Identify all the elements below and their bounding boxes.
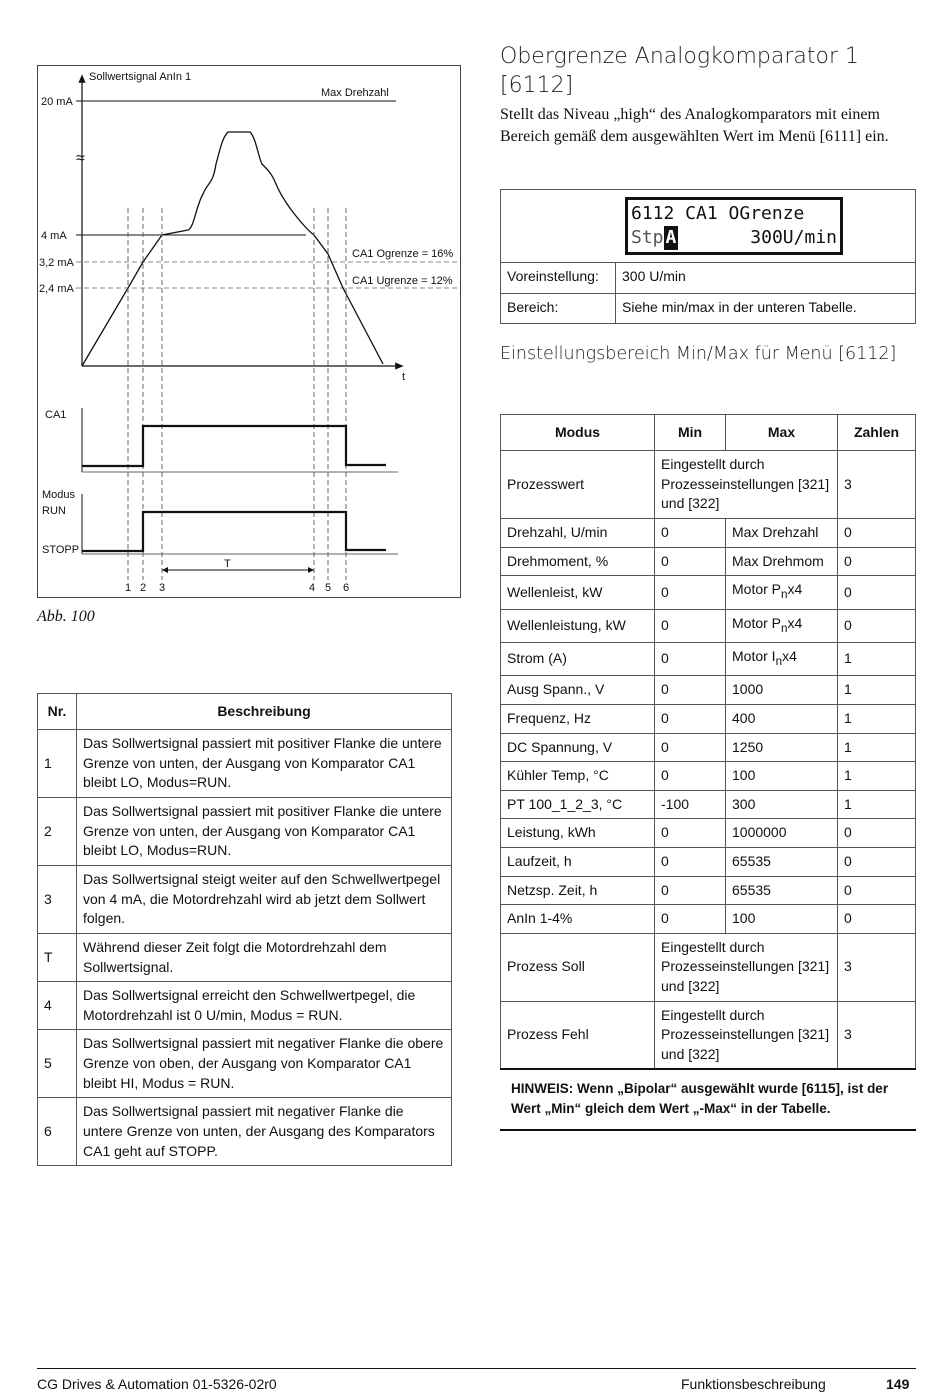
stopp-label: STOPP [42,544,80,556]
table-row [38,1030,452,1098]
table-row [38,866,452,934]
cell-min: 0 [655,609,726,642]
cell-max-suffix: x4 [782,647,797,664]
cell-min: 0 [655,519,726,548]
table-row [501,876,916,905]
parameter-description: Stellt das Niveau „high“ des Analogkomparators mit einem Bereich gemäß dem ausgewählten Wert im Menü [6111] ein. [500,106,889,145]
cell-max: 100 [726,905,838,934]
cell-zahlen: 1 [838,790,916,819]
marker-label-4: 4 [309,582,316,594]
cell-max: 65535 [726,847,838,876]
header-nr: Nr. [38,694,77,730]
cell-merged: Eingestellt durch Prozesseinstellungen [321] und [322] [655,933,838,1001]
cell-modus: AnIn 1-4% [501,905,655,934]
cell-modus: DC Spannung, V [501,733,655,762]
cell-min: 0 [655,547,726,576]
parameter-title: Obergrenze Analogkomparator 1 [6112] [500,44,859,98]
period-label: T [224,558,231,570]
row-text: Das Sollwertsignal passiert mit negativer Flanke die untere Grenze von unten, der Ausgang des Komparators CA1 geht auf STOPP. [77,1098,452,1166]
table-row [38,730,452,798]
default-value: 300 U/min [622,268,686,284]
cell-zahlen: 0 [838,876,916,905]
comparator-figure [37,65,461,598]
y-axis-label: Sollwertsignal AnIn 1 [89,71,192,83]
row-nr: 6 [38,1098,77,1166]
max-label: Max Drehzahl [321,87,389,99]
range-table-body [501,451,916,1070]
cell-modus: Wellenleist, kW [501,576,655,609]
cell-max-suffix: x4 [787,581,803,598]
cell-min: 0 [655,676,726,705]
table-row [38,982,452,1030]
header-min: Min [655,415,726,451]
cell-modus: Wellenleistung, kW [501,609,655,642]
row-text: Das Sollwertsignal passiert mit positiver Flanke die untere Grenze von unten, der Ausgang von Komparator CA1 bleibt LO, Modus=RUN. [77,798,452,866]
header-zahlen: Zahlen [838,415,916,451]
cell-modus: PT 100_1_2_3, °C [501,790,655,819]
cell-modus: Drehzahl, U/min [501,519,655,548]
ogrenze-label: CA1 Ogrenze = 16% [352,248,454,260]
cell-max: 1000 [726,676,838,705]
t-axis-label: t [402,371,406,383]
cell-max-subscript: n [781,621,788,635]
header-beschreibung: Beschreibung [77,694,452,730]
cell-modus: Drehmoment, % [501,547,655,576]
note: HINWEIS: Wenn „Bipolar“ ausgewählt wurde [6115], ist der Wert „Min“ gleich dem Wert „-Max“ in der Tabelle. [500,1068,916,1131]
cell-modus: Strom (A) [501,642,655,675]
lcd-value: 300U/min [750,227,837,248]
cell-max: 1250 [726,733,838,762]
cell-zahlen: 0 [838,547,916,576]
figure-caption: Abb. 100 [37,608,95,625]
cell-max: 400 [726,704,838,733]
cell-max: 300 [726,790,838,819]
cell-min: 0 [655,847,726,876]
table-row [501,762,916,791]
table-row [38,934,452,982]
cell-max-base: Motor P [732,581,782,598]
row-nr: T [38,934,77,982]
cell-zahlen: 3 [838,1001,916,1069]
cell-zahlen: 3 [838,933,916,1001]
range-row [501,293,915,323]
cell-zahlen: 0 [838,576,916,609]
marker-label-5: 5 [325,582,332,594]
break-mark: ≈ [76,150,85,167]
cell-max-subscript: n [775,654,783,668]
row-text: Das Sollwertsignal passiert mit positiver Flanke die untere Grenze von unten, der Ausgang von Komparator CA1 bleibt LO, Modus=RUN. [77,730,452,798]
cell-merged: Eingestellt durch Prozesseinstellungen [321] und [322] [655,1001,838,1069]
table-row [501,1001,916,1069]
row-nr: 1 [38,730,77,798]
lcd-line-1: 6112 CA1 OGrenze [631,203,805,224]
cell-modus: Laufzeit, h [501,847,655,876]
run-label: RUN [42,505,66,517]
cell-min: 0 [655,704,726,733]
table-row [501,847,916,876]
range-value: Siehe min/max in der unteren Tabelle. [622,299,857,315]
lcd-row [501,190,915,263]
table-row [501,790,916,819]
label-20ma: 20 mA [41,96,73,108]
cell-min: 0 [655,905,726,934]
cell-max [726,609,838,642]
table-row [501,905,916,934]
footer-document-id: CG Drives & Automation 01-5326-02r0 [37,1376,277,1392]
default-label: Voreinstellung: [501,263,616,293]
cell-zahlen: 1 [838,642,916,675]
header-modus: Modus [501,415,655,451]
cell-min: 0 [655,576,726,609]
cell-modus: Leistung, kWh [501,819,655,848]
marker-label-2: 2 [140,582,147,594]
ugrenze-label: CA1 Ugrenze = 12% [352,275,453,287]
row-text: Das Sollwertsignal passiert mit negativer Flanke die obere Grenze von oben, der Ausgang von Komparator CA1 bleibt HI, Modus = RUN. [77,1030,452,1098]
range-label: Bereich: [501,294,616,323]
cell-max-base: Motor I [732,647,776,664]
cell-max-subscript: n [781,587,788,601]
cell-max: Max Drehzahl [726,519,838,548]
cell-zahlen: 0 [838,609,916,642]
table-row [501,704,916,733]
cell-zahlen: 1 [838,762,916,791]
cell-modus: Prozess Soll [501,933,655,1001]
row-text: Während dieser Zeit folgt die Motordrehzahl dem Sollwertsignal. [77,934,452,982]
cell-modus: Ausg Spann., V [501,676,655,705]
row-nr: 3 [38,866,77,934]
lcd-display [625,197,843,255]
description-table [37,693,452,1166]
cell-modus: Netzsp. Zeit, h [501,876,655,905]
footer-section: Funktionsbeschreibung [681,1376,826,1392]
table-header-row [501,415,916,451]
cell-modus: Prozesswert [501,451,655,519]
cell-modus: Kühler Temp, °C [501,762,655,791]
table-row [38,1098,452,1166]
cell-min: 0 [655,642,726,675]
label-32ma: 3,2 mA [39,257,74,269]
table-row [501,819,916,848]
default-row [501,263,915,293]
table-row [501,676,916,705]
cell-min: 0 [655,819,726,848]
marker-label-6: 6 [343,582,350,594]
cell-zahlen: 1 [838,676,916,705]
cell-zahlen: 3 [838,451,916,519]
table-header-row [38,694,452,730]
cell-modus: Prozess Fehl [501,1001,655,1069]
cell-min: 0 [655,733,726,762]
cell-zahlen: 1 [838,704,916,733]
cell-modus: Frequenz, Hz [501,704,655,733]
cell-max: 1000000 [726,819,838,848]
parameter-box [500,189,916,324]
table-row [501,733,916,762]
cell-min: 0 [655,762,726,791]
cell-zahlen: 0 [838,519,916,548]
page-number: 149 [886,1376,910,1392]
comparator-diagram [38,66,460,597]
footer-rule [37,1368,916,1369]
cell-max [726,642,838,675]
cell-max-base: Motor P [732,614,782,631]
setpoint-signal [82,132,383,366]
cell-max-suffix: x4 [787,614,803,631]
cell-merged: Eingestellt durch Prozesseinstellungen [321] und [322] [655,451,838,519]
row-text: Das Sollwertsignal erreicht den Schwellwertpegel, die Motordrehzahl ist 0 U/min, Modus = RUN. [77,982,452,1030]
cell-zahlen: 1 [838,733,916,762]
cell-zahlen: 0 [838,905,916,934]
row-text: Das Sollwertsignal steigt weiter auf den Schwellwertpegel von 4 mA, die Motordrehzahl wird ab jetzt dem Sollwert folgen. [77,866,452,934]
table-row [501,519,916,548]
modus-label: Modus [42,489,76,501]
table-row [501,609,916,642]
cell-max: Max Drehmom [726,547,838,576]
label-24ma: 2,4 mA [39,283,74,295]
lcd-line-2 [631,226,837,250]
table-row [501,547,916,576]
table-row [38,798,452,866]
cell-max: 100 [726,762,838,791]
header-max: Max [726,415,838,451]
lcd-cursor: A [665,227,677,248]
range-title: Einstellungsbereich Min/Max für Menü [6112] [500,344,897,364]
cell-min: 0 [655,876,726,905]
row-nr: 2 [38,798,77,866]
cell-max: 65535 [726,876,838,905]
lcd-prefix: Stp [631,227,664,248]
cell-max [726,576,838,609]
label-4ma: 4 mA [41,230,67,242]
marker-label-1: 1 [125,582,132,594]
table-row [501,933,916,1001]
cell-min: -100 [655,790,726,819]
row-nr: 4 [38,982,77,1030]
ca1-label: CA1 [45,409,67,421]
table-row [501,451,916,519]
row-nr: 5 [38,1030,77,1098]
range-table [500,414,916,1070]
marker-label-3: 3 [159,582,166,594]
cell-zahlen: 0 [838,819,916,848]
table-row [501,642,916,675]
cell-zahlen: 0 [838,847,916,876]
table-row [501,576,916,609]
